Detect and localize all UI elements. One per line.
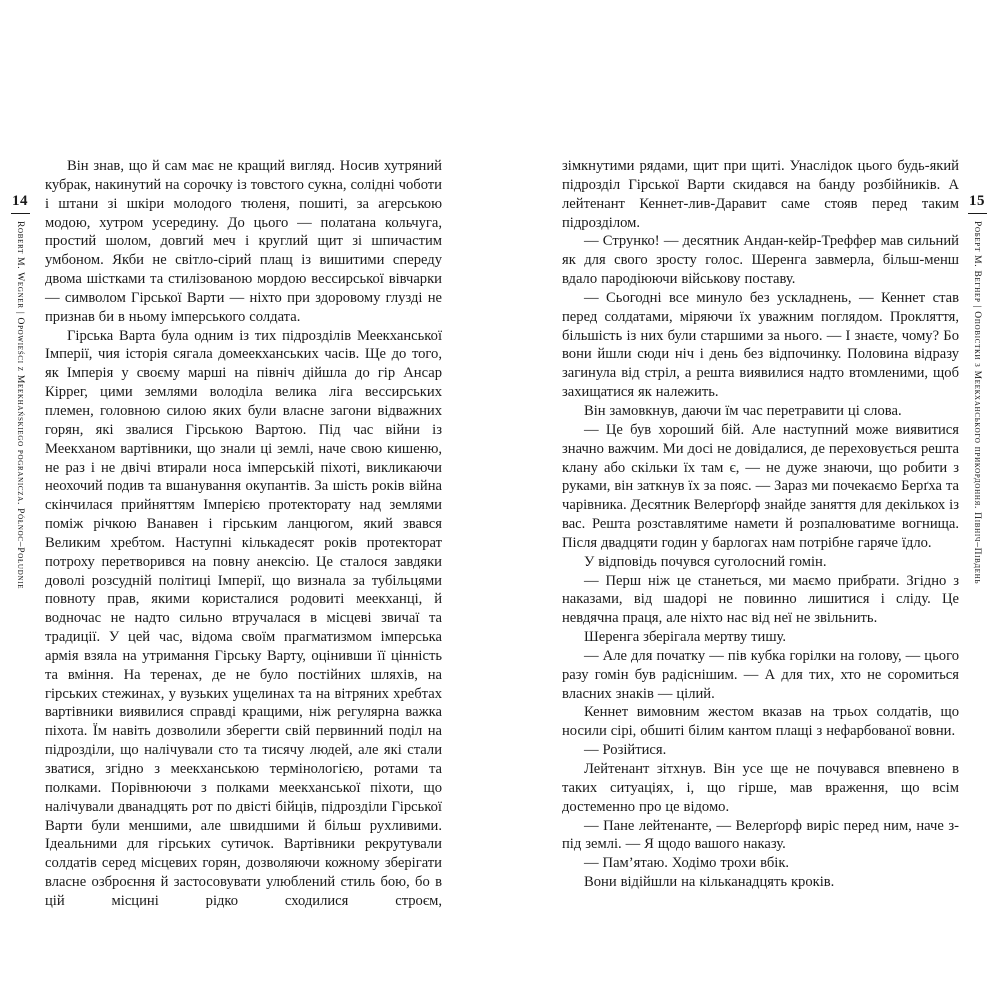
- paragraph: Кеннет вимовним жестом вказав на трьох солдатів, що носили сірі, обшиті білим кантом плащі з нефарбованої вовни.: [562, 704, 959, 740]
- paragraph: — Струнко! — десятник Андан-кейр-Треффер мав сильний як для свого зросту голос. Шеренга завмерла, більш-менш вдало пародіюючи військову поставу.: [562, 233, 959, 288]
- running-title-left: Robert M. Wegner | Opowieści z Meekhańskiego pogranicza. Północ–Południe: [15, 221, 25, 590]
- paragraph: зімкнутими рядами, щит при щиті. Унаслідок цього будь-який підрозділ Гірської Варти скидався на банду розбійників. А лейтенант Кеннет-лив-Даравит саме стояв перед таким підрозділом.: [562, 158, 959, 231]
- paragraph: Він замовкнув, даючи їм час перетравити ці слова.: [584, 402, 902, 419]
- paragraph: Вони відійшли на кільканадцять кроків.: [584, 874, 835, 891]
- paragraph: — Пане лейтенанте, — Велерґорф виріс перед ним, наче з-під землі. — Я щодо вашого наказу.: [562, 817, 959, 853]
- paragraph: — Пам’ятаю. Ходімо трохи вбік.: [584, 855, 790, 872]
- paragraph: Шеренга зберігала мертву тишу.: [584, 629, 787, 646]
- right-page-text: [562, 157, 959, 892]
- paragraph: Гірська Варта була одним із тих підрозділів Меекханської Імперії, чия історія сягала домеекханських часів. Ще до того, як Імперія у своєму марші на північ дійшла до гір Ансар Кіррег, цими землями володіла велика ліга вессирських племен, головною силою яких були власне загони відважних горян, які звалися Гірською Вартою. Під час війни із Меекханом вартівники, що знали ці землі, наче свою кишеню, не раз і не двічі втирали носа імперській піхоті, викликаючи неохочий подив та вшанування окупантів. За шість років війна скінчилася прийняттям Імперією протекторату над землями поміж річкою Ванавен і гірським ланцюгом, який звався Великим хребтом. Наступні кількадесят років протекторат потроху перетворився на повну анексію. Це сталося завдяки доволі розсудній політиці Імперії, що визнала за тубільцями повноту прав, якими користалися родовиті меекханці, й водночас не надто сильно втручалася в місцеві звичаї та традиції. У цей час, відома своїм прагматизмом імперська армія взяла на утримання Гірську Варту, оцінивши її цінність та вміння. На теренах, де не було постійних шляхів, на гірських стежинах, у вузьких ущелинах та на вітряних хребтах вартівники виявилися справді кращими, ніж регулярна важка піхота. Їм навіть дозволили зберегти свій первинний поділ на підрозділи, що налічували сто та тисячу людей, але які стали зватися, згідно з меекханською термінологією, ротами та полками. Порівнюючи з полками меекханської піхоти, що налічували дванадцять рот по двісті бійців, підрозділи Гірської Варти були меншими, але швидшими й більш рухливими. Ідеальними для гірських сутичок. Вартівники рекрутували солдатів серед місцевих горян, дозволяючи кожному зберігати власне озброєння й застосовувати улюблений стиль бою, бо в цій місцині рідко сходилися строєм,: [45, 327, 442, 909]
- left-page-text: [45, 157, 442, 911]
- page-number-right: 15: [969, 193, 985, 209]
- paragraph: У відповідь почувся суголосний гомін.: [584, 553, 827, 570]
- page-number-rule-left: [11, 213, 30, 215]
- running-title-right: Роберт М. Вегнер | Оповістки з Меекханського прикордоння. Північ–Південь: [972, 221, 982, 585]
- page-number-left: 14: [12, 193, 28, 209]
- paragraph: — Але для початку — пів кубка горілки на голову, — цього разу гомін був радіснішим. — А для тих, хто не соромиться власних знаків — цілий.: [562, 647, 959, 702]
- paragraph: — Сьогодні все минуло без ускладнень, — Кеннет став перед солдатами, міряючи їх уважним поглядом. Прокляття, більшість із них були старшими за нього. — І знаєте, чому? Бо вони йшли сюди ніч і день без відпочинку. Половина відразу загинула від стріл, а решта виявилися надто втомленими, щоб захищатися як належить.: [562, 289, 959, 401]
- paragraph: Лейтенант зітхнув. Він усе ще не почувався впевнено в таких ситуаціях, і, що гірше, мав враження, що всім достеменно про це відомо.: [562, 761, 959, 815]
- paragraph: Він знав, що й сам має не кращий вигляд. Носив хутряний кубрак, накинутий на сорочку із товстого сукна, солідні чоботи і штани зі шкіри молодого тюленя, пошиті, за агерською модою, хутром усередину. До цього — полатана кольчуга, простий шолом, довгий меч і круглий щит зі шпичастим умбоном. Якби не світло-сірий плащ із вишитими спереду двома шістками та стилізованою мордою вессирської вівчарки — символом Гірської Варти — ніхто при здоровому глузді не признав би в ньому імперського солдата.: [45, 158, 442, 325]
- left-page-margin: [6, 193, 34, 589]
- paragraph: — Це був хороший бій. Але наступний може виявитися значно важчим. Ми досі не довідалися, де переховується решта клану або скільки їх там є, — не дуже знаючи, що робити з руками, він заткнув їх за пояс. — Зараз ми почекаємо Берґха та чарівника. Десятник Велерґорф знайде заняття для декількох із вас. Решта розставлятиме намети й розпалюватиме вогнища. Після двадцяти годин у барлогах нам потрібне гаряче їдло.: [562, 421, 959, 551]
- page-number-rule-right: [968, 213, 987, 215]
- paragraph: — Перш ніж це станеться, ми маємо прибрати. Згідно з наказами, від шадорі не повинно лишитися і сліду. Це невдячна праця, але ніхто нас від неї не звільнить.: [562, 572, 959, 627]
- right-page-margin: [963, 193, 991, 584]
- paragraph: — Розійтися.: [584, 742, 667, 759]
